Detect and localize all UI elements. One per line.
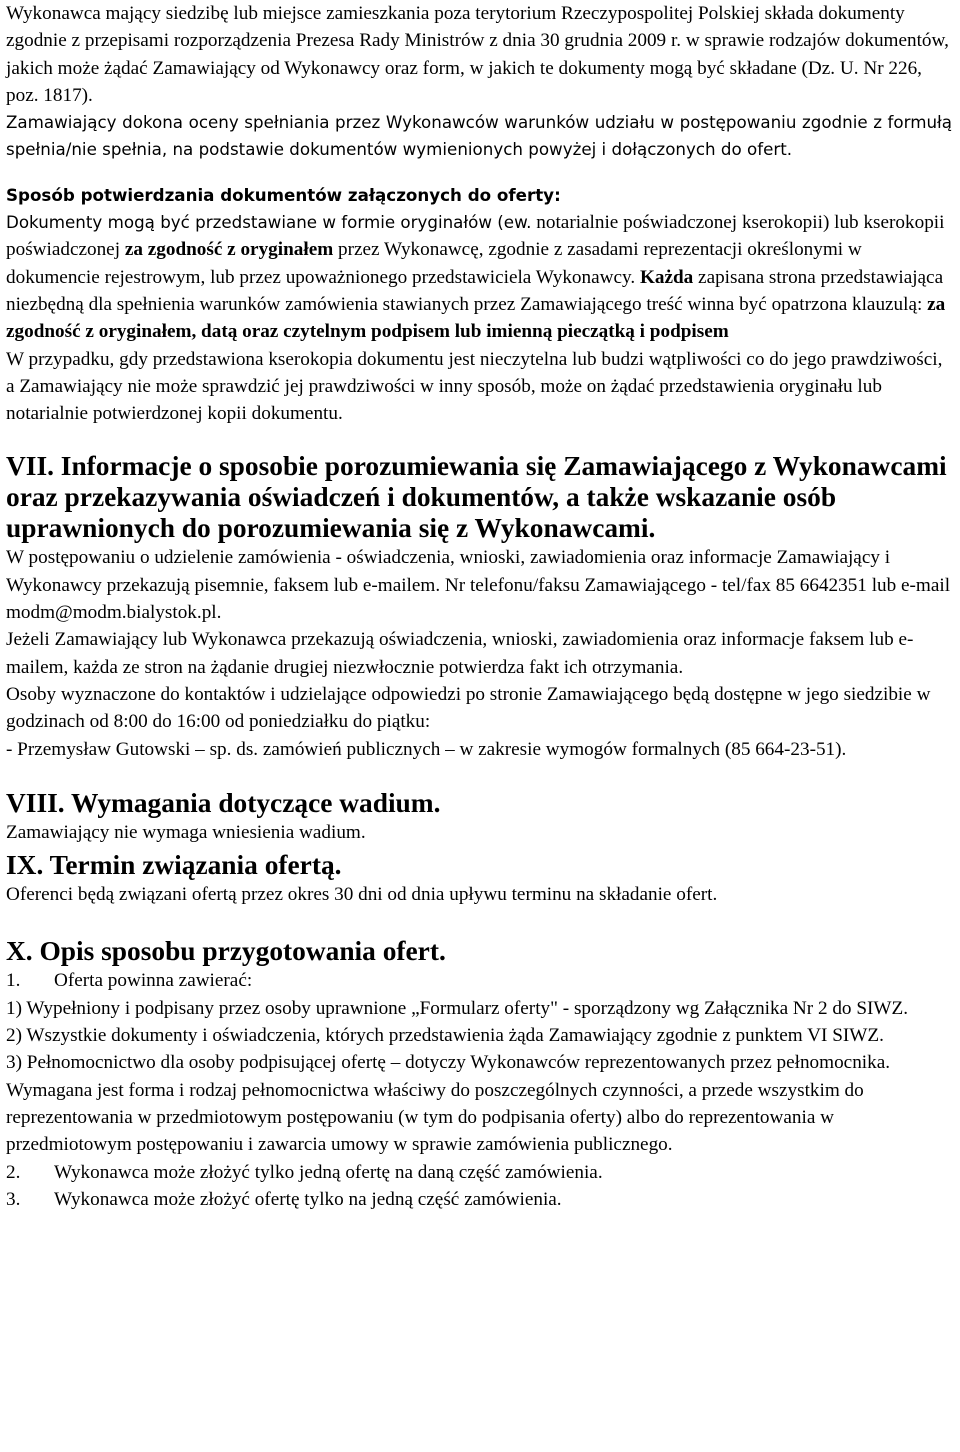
section-viii-heading: VIII. Wymagania dotyczące wadium. (6, 787, 441, 818)
communication-paragraph: W postępowaniu o udzielenie zamówienia - oświadczenia, wnioski, zawiadomienia oraz informacje Zamawiający i Wykonawcy przekazują pisemnie, faksem lub e-mailem. Nr telefonu/faksu Zamawiającego - tel/fax 85 6642351 lub e-mail modm@modm.bialystok.pl. (6, 547, 951, 624)
confirmation-text-d: zapisana strona przedstawiająca niezbędną dla spełnienia warunków zamówienia stawianych przez Zamawiającego treść winna być opatrzona klauzulą: (6, 266, 944, 315)
contact-persons-paragraph: Osoby wyznaczone do kontaktów i udzielające odpowiedzi po stronie Zamawiającego będą dostępne w jego siedzibie w godzinach od 8:00 do 16:00 od poniedziałku do piątku: (6, 683, 931, 733)
deposit-paragraph: Zamawiający nie wymaga wniesienia wadium. (6, 821, 366, 843)
confirmation-heading: Sposób potwierdzania dokumentów załączonych do oferty: (6, 184, 561, 205)
list-item-2 (6, 1159, 952, 1186)
list-text: Wykonawca może złożyć ofertę tylko na jedną część zamówienia. (54, 1188, 562, 1210)
list-text: Wykonawca może złożyć tylko jedną ofertę na daną część zamówienia. (54, 1161, 603, 1183)
list-number: 3. (6, 1188, 21, 1210)
illegible-copy-paragraph: W przypadku, gdy przedstawiona kserokopia dokumentu jest nieczytelna lub budzi wątpliwości co do jego prawdziwości, a Zamawiający nie może sprawdzić jej prawdziwości w inny sposób, może on żądać przedstawienia oryginału lub notarialnie potwierdzonej kopii dokumentu. (6, 348, 943, 425)
foreign-contractor-paragraph: Wykonawca mający siedzibę lub miejsce zamieszkania poza terytorium Rzeczypospolitej Polskiej składa dokumenty zgodnie z przepisami rozporządzenia Prezesa Rady Ministrów z dnia 30 grudnia 2009 r. w sprawie rodzajów dokumentów, jakich może żądać Zamawiający od Wykonawcy oraz form, w jakich te dokumenty mogą być składane (Dz. U. Nr 226, poz. 1817). (6, 3, 949, 106)
confirmation-text-b: notarialnie poświadczonej kserokopii) lub kserokopii poświadczonej (6, 212, 945, 261)
sub-item-3: 3) Pełnomocnictwo dla osoby podpisującej ofertę – dotyczy Wykonawców reprezentowanych przez pełnomocnika. Wymagana jest forma i rodzaj pełnomocnictwa właściwy do poszczególnych czynności, a przede wszystkim do reprezentowania w przedmiotowym postępowaniu (w tym do podpisania oferty) albo do reprezentowania w przedmiotowym postępowaniu i zawarcia umowy w sprawie zamówienia publicznego. (6, 1052, 891, 1156)
confirmation-text-a: Dokumenty mogą być przedstawiane w formie oryginałów (ew. (6, 212, 532, 233)
confirmation-paragraph (6, 209, 952, 345)
sub-item-2: 2) Wszystkie dokumenty i oświadczenia, których przedstawienia żąda Zamawiający zgodnie z punktem VI SIWZ. (6, 1025, 884, 1047)
list-item-1 (6, 967, 952, 994)
binding-period-paragraph: Oferenci będą związani ofertą przez okres 30 dni od dnia upływu terminu na składanie ofert. (6, 884, 718, 906)
section-ix-heading: IX. Termin związania ofertą. (6, 850, 342, 881)
list-number: 2. (6, 1161, 21, 1183)
section-x-heading: X. Opis sposobu przygotowania ofert. (6, 936, 446, 967)
list-text: Oferta powinna zawierać: (54, 970, 253, 992)
evaluation-paragraph: Zamawiający dokona oceny spełniania przez Wykonawców warunków udziału w postępowaniu zgodnie z formułą spełnia/nie spełnia, na podstawie dokumentów wymienionych powyżej i dołączonych do ofert. (6, 112, 952, 160)
clause-bold-3: za zgodność z oryginałem, datą oraz czytelnym podpisem lub imienną pieczątką i podpisem (6, 293, 946, 343)
list-item-3 (6, 1186, 952, 1213)
section-vii-heading: VII. Informacje o sposobie porozumiewania się Zamawiającego z Wykonawcami oraz przekazywania oświadczeń i dokumentów, a także wskazanie osób uprawnionych do porozumiewania się z Wykonawcami. (6, 451, 947, 544)
list-number: 1. (6, 970, 21, 992)
confirmation-of-receipt-paragraph: Jeżeli Zamawiający lub Wykonawca przekazują oświadczenia, wnioski, zawiadomienia oraz informacje faksem lub e-mailem, każda ze stron na żądanie drugiej niezwłocznie potwierdza fakt ich otrzymania. (6, 629, 914, 678)
contact-person-line: - Przemysław Gutowski – sp. ds. zamówień publicznych – w zakresie wymogów formalnych (85 664-23-51). (6, 738, 847, 760)
clause-bold-1: za zgodność z oryginałem (124, 239, 334, 261)
sub-item-1: 1) Wypełniony i podpisany przez osoby uprawnione „Formularz oferty" - sporządzony wg Załącznika Nr 2 do SIWZ. (6, 997, 909, 1019)
clause-bold-2: Każda (639, 266, 694, 288)
confirmation-text-c: przez Wykonawcę, zgodnie z zasadami reprezentacji określonymi w dokumencie rejestrowym, lub przez upoważnionego przedstawiciela Wykonawcy. (6, 239, 862, 288)
